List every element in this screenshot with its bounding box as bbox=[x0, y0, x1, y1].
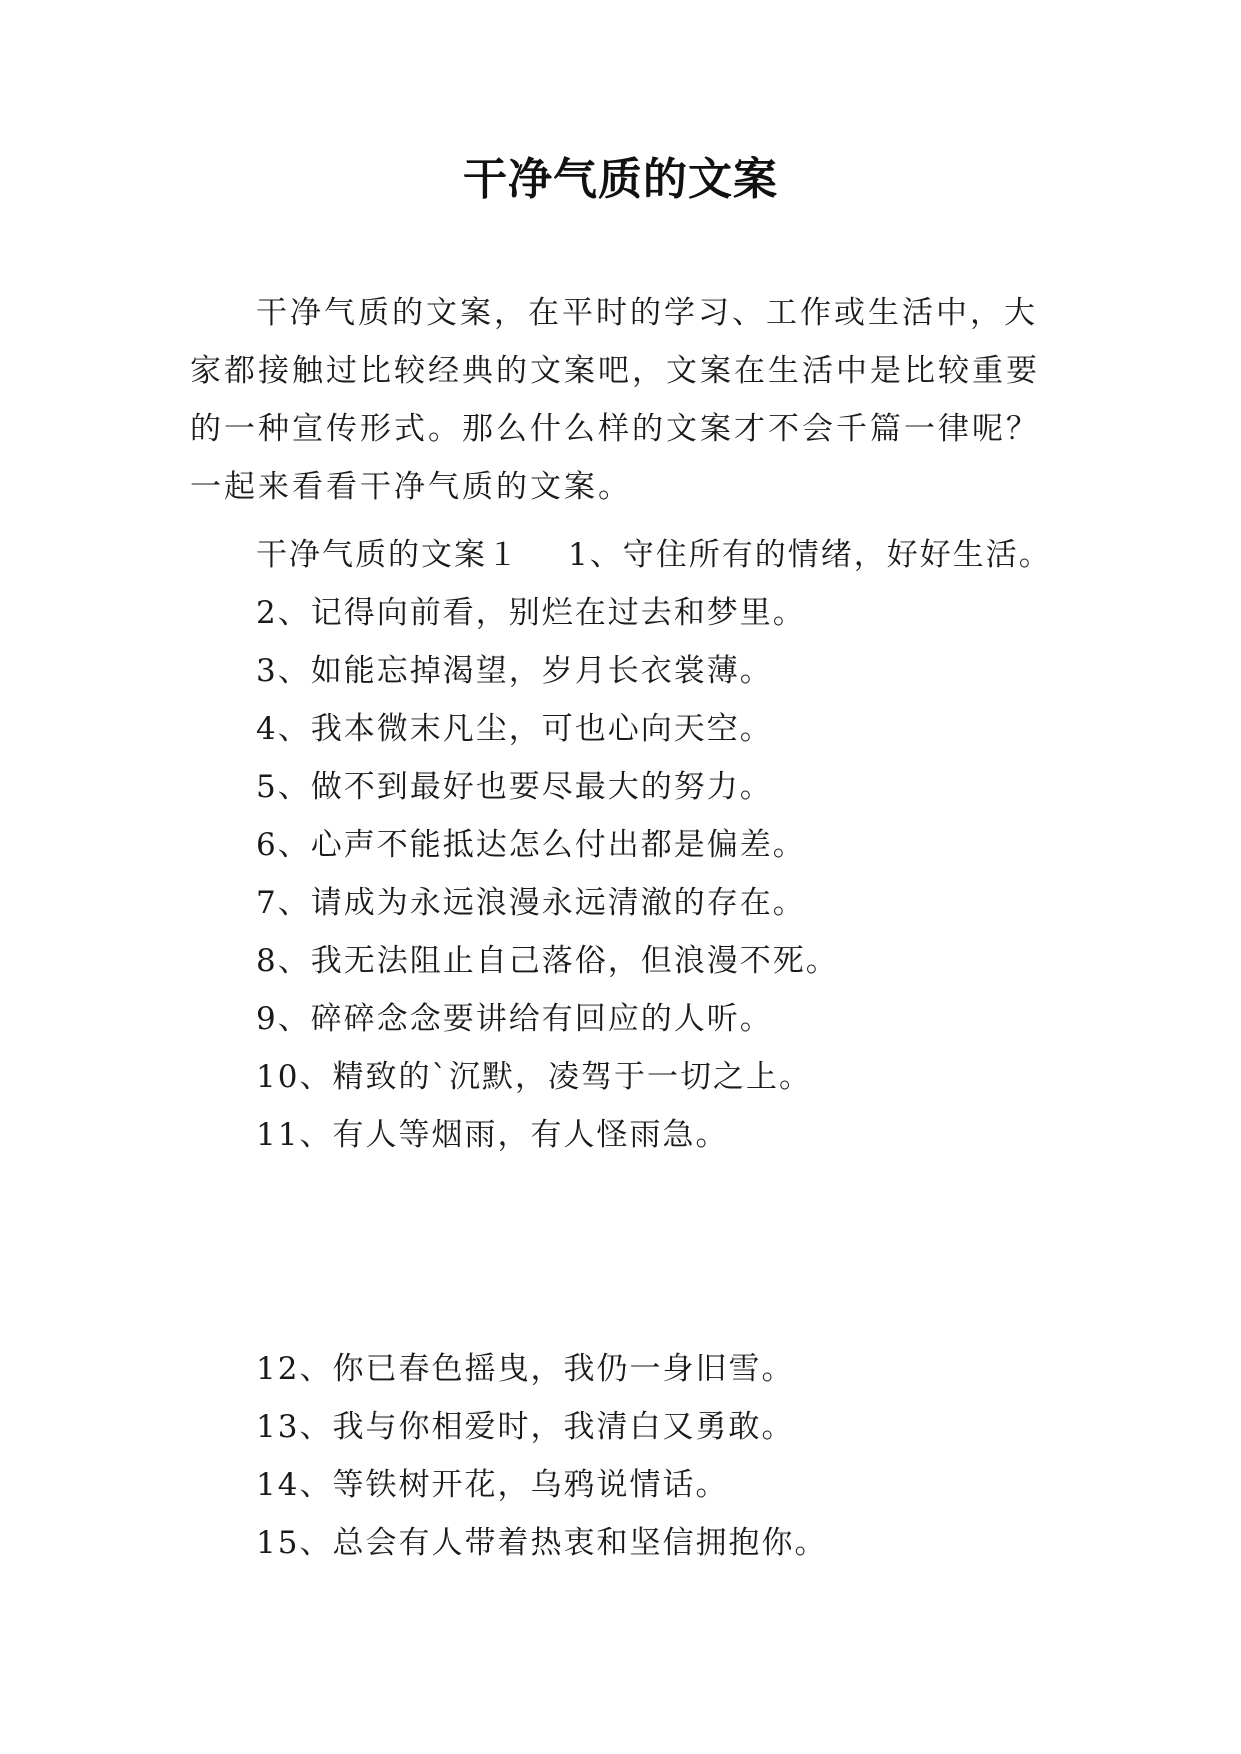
list-item: 7、请成为永远浪漫永远清澈的存在。 bbox=[256, 885, 806, 921]
list-item: 15、总会有人带着热衷和坚信拥抱你。 bbox=[256, 1525, 828, 1561]
list-item: 4、我本微末凡尘，可也心向天空。 bbox=[256, 711, 773, 747]
list-item: 10、精致的`沉默，凌驾于一切之上。 bbox=[256, 1059, 812, 1095]
list-item: 6、心声不能抵达怎么付出都是偏差。 bbox=[256, 827, 806, 863]
list-item: 2、记得向前看，别烂在过去和梦里。 bbox=[256, 595, 806, 631]
list-item: 14、等铁树开花，乌鸦说情话。 bbox=[256, 1467, 729, 1503]
list-item: 5、做不到最好也要尽最大的努力。 bbox=[256, 769, 773, 805]
list-item: 8、我无法阻止自己落俗，但浪漫不死。 bbox=[256, 943, 839, 979]
list-item: 11、有人等烟雨，有人怪雨急。 bbox=[256, 1117, 729, 1153]
intro-paragraph: 干净气质的文案，在平时的学习、工作或生活中，大家都接触过比较经典的文案吧，文案在生活中是比较重要的一种宣传形式。那么什么样的文案才不会千篇一律呢？一起来看看干净气质的文案。 bbox=[190, 295, 1040, 505]
list-item: 9、碎碎念念要讲给有回应的人听。 bbox=[256, 1001, 773, 1037]
section-heading-line bbox=[256, 526, 1052, 584]
list-item: 12、你已春色摇曳，我仍一身旧雪。 bbox=[256, 1351, 795, 1387]
list-item: 3、如能忘掉渴望，岁月长衣裳薄。 bbox=[256, 653, 773, 689]
list-item: 13、我与你相爱时，我清白又勇敢。 bbox=[256, 1409, 795, 1445]
document-title: 干净气质的文案 bbox=[463, 154, 778, 205]
section-heading: 干净气质的文案１ bbox=[256, 537, 520, 573]
first-list-item: 1、守住所有的情绪，好好生活。 bbox=[568, 537, 1052, 573]
quote-list-a bbox=[256, 584, 839, 1164]
quote-list-b bbox=[256, 1340, 827, 1572]
